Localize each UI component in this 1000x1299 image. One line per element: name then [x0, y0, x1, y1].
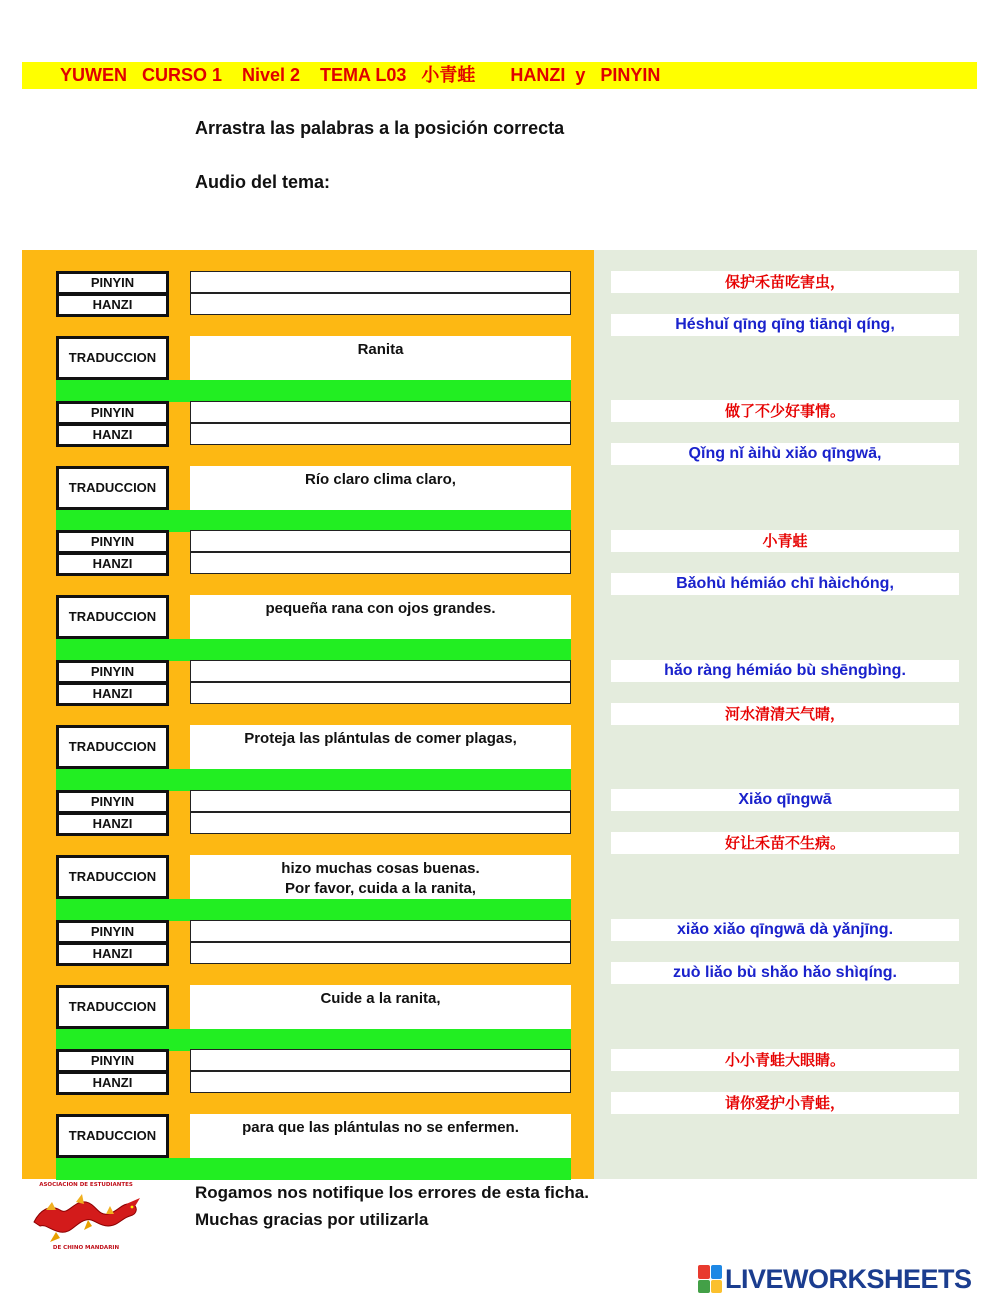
translation-line: Proteja las plántulas de comer plagas, [244, 730, 517, 748]
hanzi-label: HANZI [56, 1071, 169, 1095]
draggable-hanzi-word[interactable]: 好让禾苗不生病。 [611, 832, 959, 854]
hanzi-label: HANZI [56, 942, 169, 966]
draggable-pinyin-word[interactable]: xiǎo xiǎo qīngwā dà yǎnjīng. [611, 919, 959, 941]
row-separator [56, 1158, 571, 1180]
hanzi-drop-zone[interactable] [190, 812, 571, 834]
instruction-text: Arrastra las palabras a la posición correcta [195, 118, 565, 138]
pinyin-label: PINYIN [56, 920, 169, 944]
translation-text [190, 985, 571, 1029]
association-logo [26, 1180, 146, 1252]
liveworksheets-brand[interactable] [698, 1262, 972, 1296]
draggable-pinyin-word[interactable]: Bǎohù hémiáo chī hàichóng, [611, 573, 959, 595]
row-separator [56, 380, 571, 402]
pinyin-drop-zone[interactable] [190, 920, 571, 942]
hanzi-drop-zone[interactable] [190, 1071, 571, 1093]
draggable-pinyin-word[interactable]: Xiǎo qīngwā [611, 789, 959, 811]
draggable-hanzi-word[interactable]: 小青蛙 [611, 530, 959, 552]
draggable-pinyin-word[interactable]: zuò liǎo bù shǎo hǎo shìqíng. [611, 962, 959, 984]
footer-note: Rogamos nos notifique los errores de esta ficha. [195, 1183, 589, 1202]
hanzi-label: HANZI [56, 682, 169, 706]
translation-text [190, 725, 571, 769]
traduccion-label: TRADUCCION [56, 855, 169, 899]
liveworksheets-icon [698, 1265, 722, 1293]
brand-text: LIVEWORKSHEETS [725, 1263, 972, 1294]
row-separator [56, 1029, 571, 1051]
translation-line: para que las plántulas no se enfermen. [242, 1119, 519, 1137]
draggable-pinyin-word[interactable]: Qǐng nǐ àihù xiǎo qīngwā, [611, 443, 959, 465]
hanzi-drop-zone[interactable] [190, 423, 571, 445]
translation-line: Por favor, cuida a la ranita, [285, 879, 476, 897]
hanzi-label: HANZI [56, 812, 169, 836]
hanzi-drop-zone[interactable] [190, 293, 571, 315]
row-separator [56, 899, 571, 921]
title-skills: HANZI y PINYIN [475, 65, 661, 85]
traduccion-label: TRADUCCION [56, 595, 169, 639]
row-separator [56, 769, 571, 791]
pinyin-drop-zone[interactable] [190, 790, 571, 812]
title-course-info: YUWEN CURSO 1 Nivel 2 TEMA L03 [60, 65, 422, 85]
row-separator [56, 510, 571, 532]
translation-line: Ranita [357, 341, 404, 358]
traduccion-label: TRADUCCION [56, 336, 169, 380]
hanzi-label: HANZI [56, 423, 169, 447]
traduccion-label: TRADUCCION [56, 725, 169, 769]
row-separator [56, 639, 571, 661]
translation-text [190, 855, 571, 899]
hanzi-drop-zone[interactable] [190, 682, 571, 704]
pinyin-drop-zone[interactable] [190, 660, 571, 682]
pinyin-label: PINYIN [56, 790, 169, 814]
hanzi-drop-zone[interactable] [190, 942, 571, 964]
draggable-hanzi-word[interactable]: 请你爱护小青蛙， [611, 1092, 959, 1114]
svg-text:ASOCIACION DE ESTUDIANTES: ASOCIACION DE ESTUDIANTES [39, 1182, 133, 1188]
pinyin-label: PINYIN [56, 1049, 169, 1073]
translation-line: Cuide a la ranita, [320, 989, 441, 1007]
draggable-pinyin-word[interactable]: hǎo ràng hémiáo bù shēngbìng. [611, 660, 959, 682]
translation-text [190, 466, 571, 510]
pinyin-drop-zone[interactable] [190, 401, 571, 423]
pinyin-drop-zone[interactable] [190, 530, 571, 552]
pinyin-drop-zone[interactable] [190, 1049, 571, 1071]
draggable-pinyin-word[interactable]: Héshuǐ qīng qīng tiānqì qíng, [611, 314, 959, 336]
pinyin-label: PINYIN [56, 660, 169, 684]
svg-text:DE CHINO MANDARIN: DE CHINO MANDARIN [52, 1245, 120, 1251]
translation-line: hizo muchas cosas buenas. [281, 859, 480, 877]
pinyin-label: PINYIN [56, 271, 169, 295]
draggable-hanzi-word[interactable]: 保护禾苗吃害虫， [611, 271, 959, 293]
hanzi-drop-zone[interactable] [190, 552, 571, 574]
draggable-hanzi-word[interactable]: 河水清清天气晴， [611, 703, 959, 725]
traduccion-label: TRADUCCION [56, 466, 169, 510]
hanzi-label: HANZI [56, 293, 169, 317]
translation-line: pequeña rana con ojos grandes. [265, 600, 496, 618]
traduccion-label: TRADUCCION [56, 1114, 169, 1158]
dragon-icon [34, 1194, 140, 1242]
title-topic-hanzi: 小青蛙 [421, 65, 476, 86]
pinyin-drop-zone[interactable] [190, 271, 571, 293]
translation-text [190, 595, 571, 639]
translation-text [190, 336, 571, 380]
translation-text [190, 1114, 571, 1158]
draggable-hanzi-word[interactable]: 做了不少好事情。 [611, 400, 959, 422]
pinyin-label: PINYIN [56, 530, 169, 554]
draggable-hanzi-word[interactable]: 小小青蛙大眼睛。 [611, 1049, 959, 1071]
pinyin-label: PINYIN [56, 401, 169, 425]
worksheet-title [22, 62, 977, 89]
footer-thanks: Muchas gracias por utilizarla [195, 1210, 429, 1229]
translation-line: Río claro clima claro, [305, 470, 456, 488]
audio-label: Audio del tema: [195, 172, 331, 192]
traduccion-label: TRADUCCION [56, 985, 169, 1029]
hanzi-label: HANZI [56, 552, 169, 576]
